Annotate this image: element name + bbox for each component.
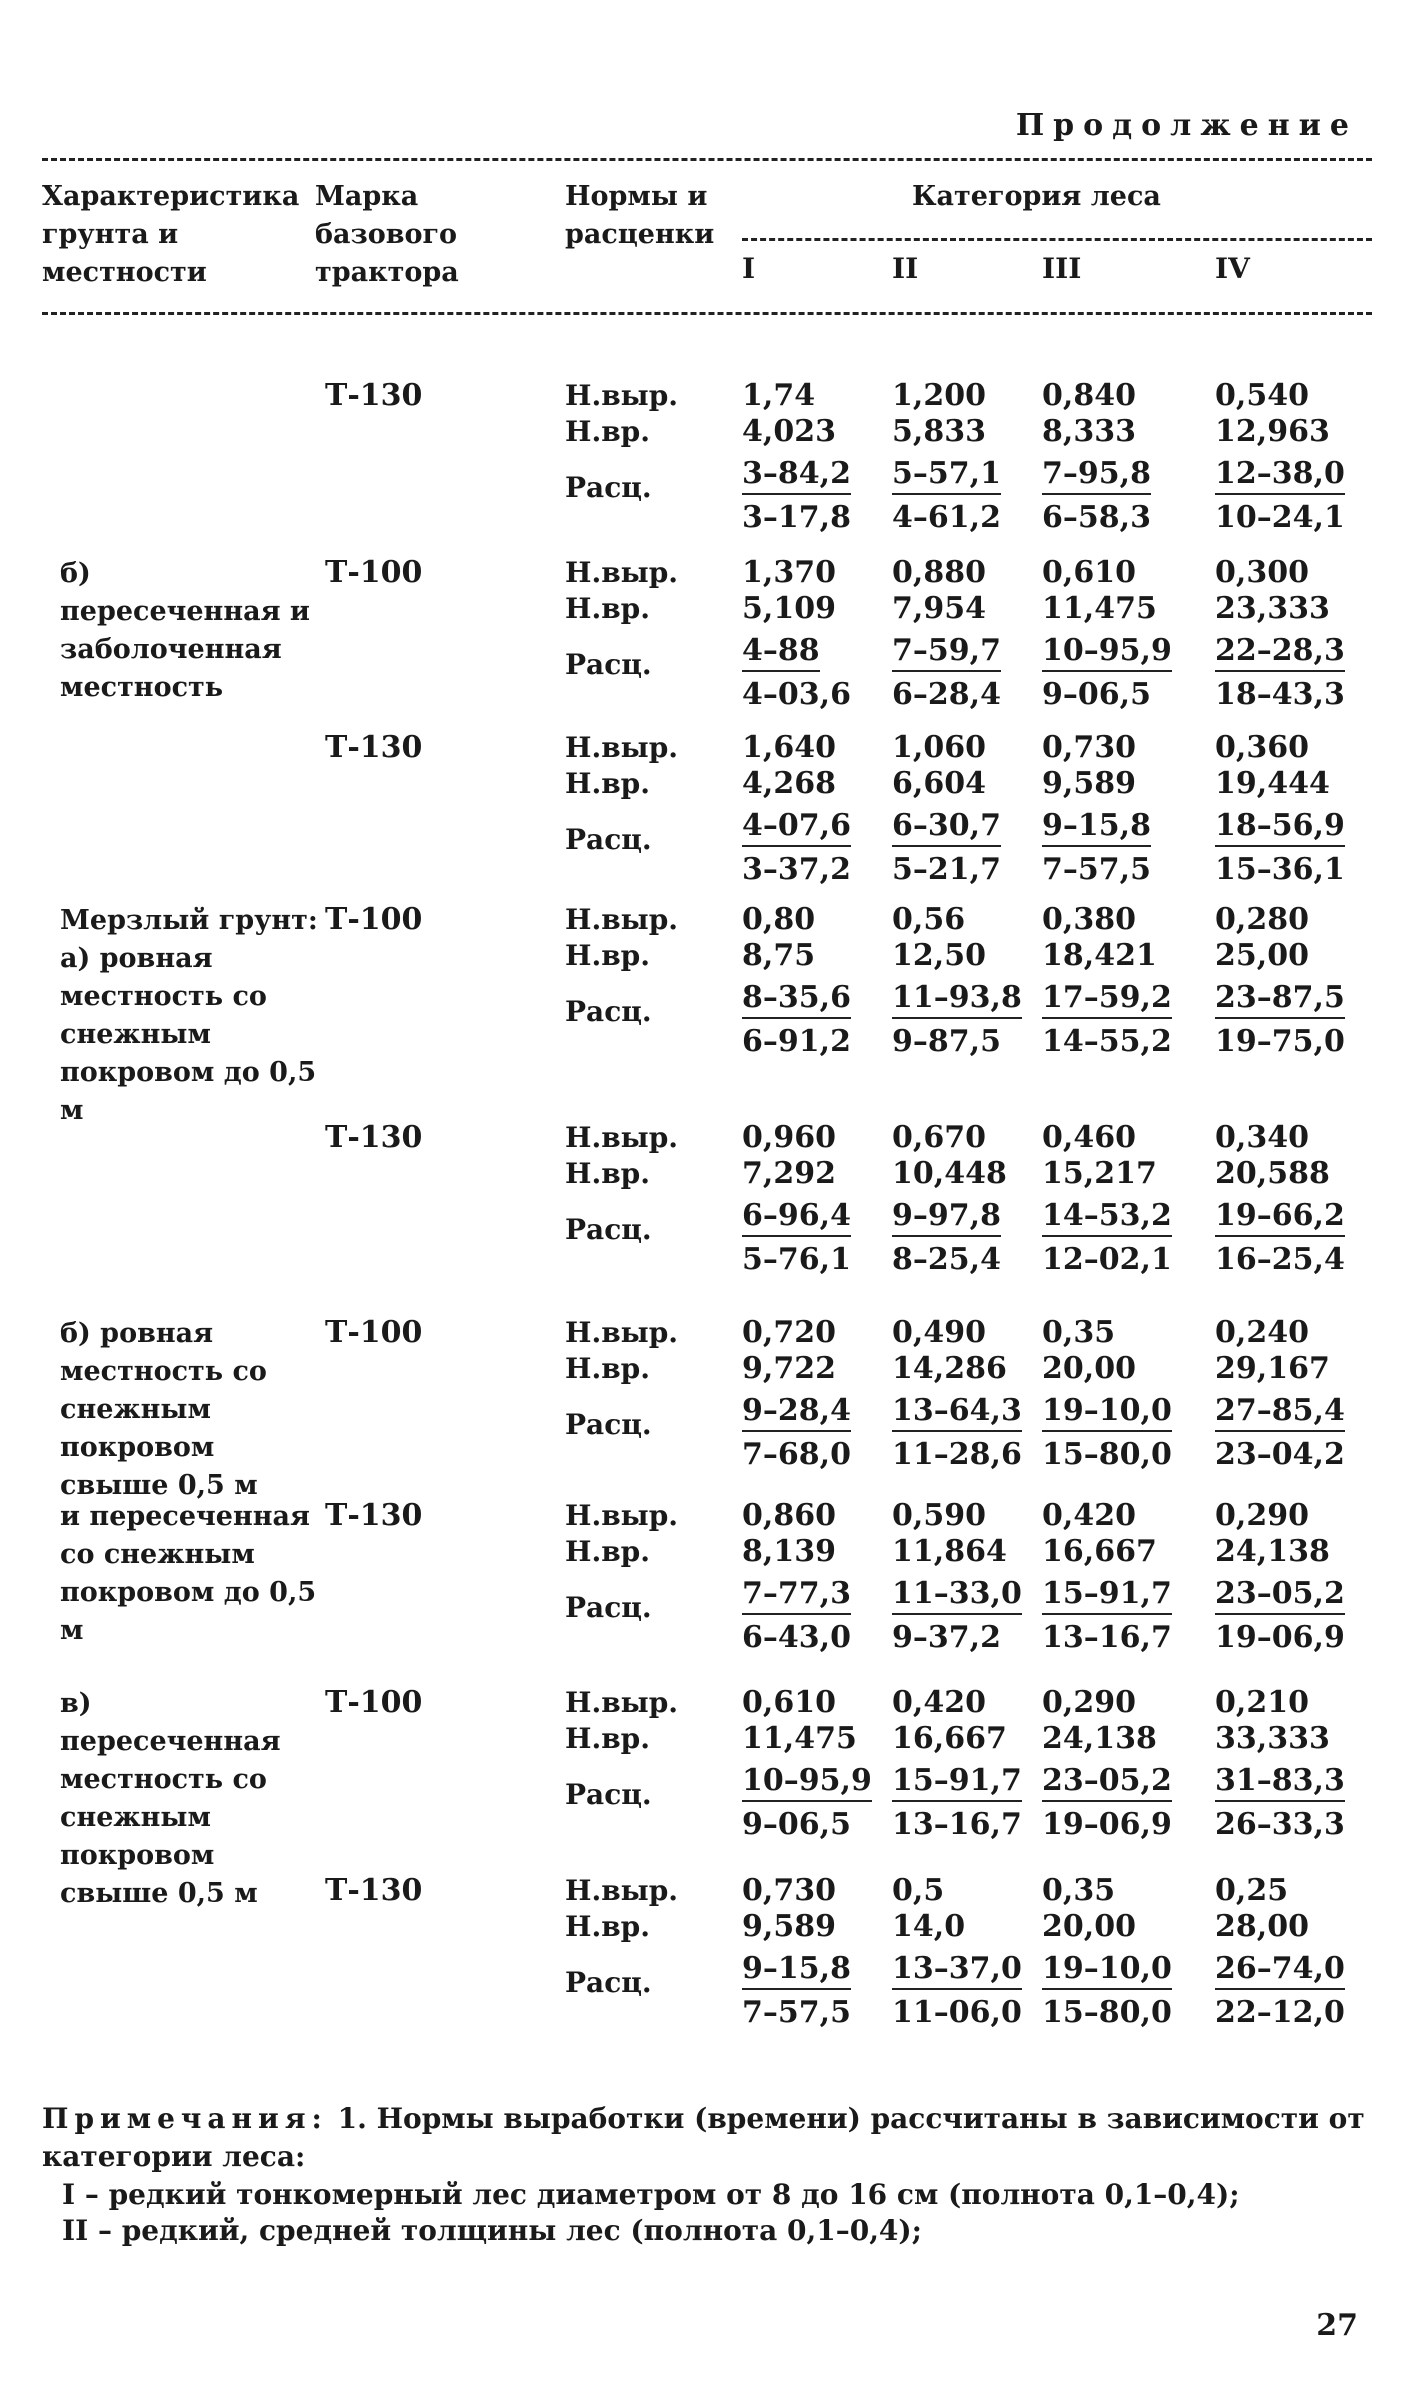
time-norm-value: 5,109: [742, 591, 836, 626]
rate-numerator: 6–96,4: [742, 1198, 851, 1237]
tractor-brand: Т-130: [325, 1120, 423, 1155]
rate-numerator: 23–87,5: [1215, 980, 1345, 1019]
label-time-norm: Н.вр.: [565, 939, 650, 972]
output-norm-value: 0,56: [892, 902, 966, 937]
time-norm-value: 14,286: [892, 1351, 1007, 1386]
time-norm-value: 7,292: [742, 1156, 836, 1191]
rate-denominator: 10–24,1: [1215, 500, 1345, 535]
rate-denominator: 19–06,9: [1042, 1807, 1172, 1842]
output-norm-value: 0,380: [1042, 902, 1136, 937]
rate-denominator: 6–58,3: [1042, 500, 1151, 535]
rate-denominator: 7–57,5: [1042, 852, 1151, 887]
rate-denominator: 16–25,4: [1215, 1242, 1345, 1277]
time-norm-value: 16,667: [892, 1721, 1007, 1756]
rate-denominator: 5–21,7: [892, 852, 1001, 887]
output-norm-value: 0,280: [1215, 902, 1309, 937]
rate-denominator: 15–80,0: [1042, 1437, 1172, 1472]
header-tractor-brand: Марка базового трактора: [315, 181, 459, 288]
tractor-brand: Т-100: [325, 1685, 423, 1720]
time-norm-value: 18,421: [1042, 938, 1157, 973]
time-norm-value: 20,00: [1042, 1909, 1136, 1944]
output-norm-value: 0,420: [892, 1685, 986, 1720]
output-norm-value: 0,35: [1042, 1315, 1116, 1350]
label-rate: Расц.: [565, 1591, 652, 1624]
rate-denominator: 8–25,4: [892, 1242, 1001, 1277]
rate-denominator: 11–06,0: [892, 1995, 1022, 2030]
output-norm-value: 0,210: [1215, 1685, 1309, 1720]
output-norm-value: 1,060: [892, 730, 986, 765]
rate-numerator: 22–28,3: [1215, 633, 1345, 672]
tractor-brand: Т-130: [325, 1498, 423, 1533]
category-3: III: [1042, 252, 1082, 285]
time-norm-value: 23,333: [1215, 591, 1330, 626]
output-norm-value: 1,370: [742, 555, 836, 590]
label-time-norm: Н.вр.: [565, 767, 650, 800]
output-norm-value: 0,460: [1042, 1120, 1136, 1155]
rate-denominator: 19–75,0: [1215, 1024, 1345, 1059]
rate-numerator: 4–07,6: [742, 808, 851, 847]
label-rate: Расц.: [565, 1408, 652, 1441]
label-output-norm: Н.выр.: [565, 379, 679, 412]
time-norm-value: 9,589: [742, 1909, 836, 1944]
output-norm-value: 0,240: [1215, 1315, 1309, 1350]
label-time-norm: Н.вр.: [565, 1910, 650, 1943]
output-norm-value: 0,880: [892, 555, 986, 590]
rate-numerator: 5–57,1: [892, 456, 1001, 495]
label-output-norm: Н.выр.: [565, 1316, 679, 1349]
page-number: 27: [1316, 2308, 1358, 2343]
label-output-norm: Н.выр.: [565, 1121, 679, 1154]
continuation-heading: Продолжение: [1015, 108, 1358, 143]
ground-description: б) ровная местность со снежным покровом свыше 0,5 м: [60, 1318, 267, 1501]
rate-numerator: 10–95,9: [1042, 633, 1172, 672]
time-norm-value: 8,75: [742, 938, 816, 973]
rate-denominator: 12–02,1: [1042, 1242, 1172, 1277]
label-time-norm: Н.вр.: [565, 415, 650, 448]
rate-numerator: 9–97,8: [892, 1198, 1001, 1237]
label-rate: Расц.: [565, 1778, 652, 1811]
output-norm-value: 0,720: [742, 1315, 836, 1350]
rate-numerator: 9–28,4: [742, 1393, 851, 1432]
ground-description: б) пересеченная и заболоченная местность: [60, 558, 310, 703]
rate-numerator: 14–53,2: [1042, 1198, 1172, 1237]
rate-numerator: 7–77,3: [742, 1576, 851, 1615]
label-output-norm: Н.выр.: [565, 1499, 679, 1532]
output-norm-value: 1,74: [742, 378, 816, 413]
rate-denominator: 18–43,3: [1215, 677, 1345, 712]
output-norm-value: 1,640: [742, 730, 836, 765]
label-rate: Расц.: [565, 648, 652, 681]
tractor-brand: Т-100: [325, 902, 423, 937]
output-norm-value: 0,730: [1042, 730, 1136, 765]
time-norm-value: 12,963: [1215, 414, 1330, 449]
time-norm-value: 7,954: [892, 591, 986, 626]
rate-denominator: 14–55,2: [1042, 1024, 1172, 1059]
rate-numerator: 27–85,4: [1215, 1393, 1345, 1432]
notes-line-1: 1. Нормы выработки (времени) рассчитаны в зависимости от категории леса:: [42, 2102, 1365, 2173]
time-norm-value: 20,00: [1042, 1351, 1136, 1386]
output-norm-value: 0,670: [892, 1120, 986, 1155]
label-rate: Расц.: [565, 995, 652, 1028]
label-time-norm: Н.вр.: [565, 1352, 650, 1385]
notes-line-2: I – редкий тонкомерный лес диаметром от 8 до 16 см (полнота 0,1–0,4);: [62, 2178, 1240, 2211]
rate-numerator: 31–83,3: [1215, 1763, 1345, 1802]
output-norm-value: 0,35: [1042, 1873, 1116, 1908]
rate-denominator: 13–16,7: [892, 1807, 1022, 1842]
rate-denominator: 11–28,6: [892, 1437, 1022, 1472]
output-norm-value: 0,490: [892, 1315, 986, 1350]
output-norm-value: 0,290: [1215, 1498, 1309, 1533]
time-norm-value: 5,833: [892, 414, 986, 449]
time-norm-value: 33,333: [1215, 1721, 1330, 1756]
rate-numerator: 12–38,0: [1215, 456, 1345, 495]
rate-numerator: 13–64,3: [892, 1393, 1022, 1432]
time-norm-value: 24,138: [1215, 1534, 1330, 1569]
rate-numerator: 9–15,8: [1042, 808, 1151, 847]
label-rate: Расц.: [565, 1966, 652, 1999]
output-norm-value: 0,300: [1215, 555, 1309, 590]
top-rule: [42, 158, 1372, 161]
time-norm-value: 16,667: [1042, 1534, 1157, 1569]
output-norm-value: 0,960: [742, 1120, 836, 1155]
header-forest-category: Категория леса: [912, 181, 1161, 212]
category-1: I: [742, 252, 756, 285]
time-norm-value: 11,475: [742, 1721, 857, 1756]
rate-denominator: 9–87,5: [892, 1024, 1001, 1059]
rate-numerator: 23–05,2: [1042, 1763, 1172, 1802]
tractor-brand: Т-130: [325, 1873, 423, 1908]
time-norm-value: 14,0: [892, 1909, 966, 1944]
label-output-norm: Н.выр.: [565, 1874, 679, 1907]
time-norm-value: 29,167: [1215, 1351, 1330, 1386]
rate-numerator: 10–95,9: [742, 1763, 872, 1802]
time-norm-value: 8,333: [1042, 414, 1136, 449]
time-norm-value: 9,722: [742, 1351, 836, 1386]
header-rule: [42, 312, 1372, 315]
category-4: IV: [1215, 252, 1250, 285]
output-norm-value: 0,420: [1042, 1498, 1136, 1533]
tractor-brand: Т-100: [325, 1315, 423, 1350]
label-time-norm: Н.вр.: [565, 1535, 650, 1568]
time-norm-value: 11,475: [1042, 591, 1157, 626]
rate-denominator: 15–80,0: [1042, 1995, 1172, 2030]
output-norm-value: 0,80: [742, 902, 816, 937]
rate-denominator: 5–76,1: [742, 1242, 851, 1277]
time-norm-value: 12,50: [892, 938, 986, 973]
rate-numerator: 23–05,2: [1215, 1576, 1345, 1615]
label-output-norm: Н.выр.: [565, 731, 679, 764]
rate-numerator: 19–10,0: [1042, 1951, 1172, 1990]
rate-denominator: 3–17,8: [742, 500, 851, 535]
rate-denominator: 22–12,0: [1215, 1995, 1345, 2030]
header-ground-characteristic: Характеристика грунта и местности: [42, 181, 300, 288]
time-norm-value: 19,444: [1215, 766, 1330, 801]
header-norms: Нормы и расценки: [565, 181, 715, 250]
time-norm-value: 4,268: [742, 766, 836, 801]
rate-numerator: 19–66,2: [1215, 1198, 1345, 1237]
rate-numerator: 7–59,7: [892, 633, 1001, 672]
rate-numerator: 9–15,8: [742, 1951, 851, 1990]
rate-denominator: 6–28,4: [892, 677, 1001, 712]
time-norm-value: 9,589: [1042, 766, 1136, 801]
output-norm-value: 0,860: [742, 1498, 836, 1533]
label-output-norm: Н.выр.: [565, 903, 679, 936]
rate-numerator: 8–35,6: [742, 980, 851, 1019]
tractor-brand: Т-130: [325, 730, 423, 765]
rate-numerator: 17–59,2: [1042, 980, 1172, 1019]
rate-numerator: 18–56,9: [1215, 808, 1345, 847]
label-rate: Расц.: [565, 823, 652, 856]
time-norm-value: 6,604: [892, 766, 986, 801]
output-norm-value: 0,730: [742, 1873, 836, 1908]
time-norm-value: 10,448: [892, 1156, 1007, 1191]
output-norm-value: 0,610: [1042, 555, 1136, 590]
label-rate: Расц.: [565, 1213, 652, 1246]
tractor-brand: Т-100: [325, 555, 423, 590]
time-norm-value: 8,139: [742, 1534, 836, 1569]
rate-numerator: 11–33,0: [892, 1576, 1022, 1615]
category-rule: [742, 238, 1372, 241]
rate-denominator: 19–06,9: [1215, 1620, 1345, 1655]
category-2: II: [892, 252, 919, 285]
output-norm-value: 0,360: [1215, 730, 1309, 765]
output-norm-value: 0,5: [892, 1873, 945, 1908]
rate-denominator: 9–37,2: [892, 1620, 1001, 1655]
output-norm-value: 0,840: [1042, 378, 1136, 413]
output-norm-value: 0,340: [1215, 1120, 1309, 1155]
rate-denominator: 13–16,7: [1042, 1620, 1172, 1655]
rate-denominator: 4–61,2: [892, 500, 1001, 535]
rate-numerator: 15–91,7: [892, 1763, 1022, 1802]
label-time-norm: Н.вр.: [565, 592, 650, 625]
notes: [42, 2100, 1372, 2176]
rate-denominator: 26–33,3: [1215, 1807, 1345, 1842]
output-norm-value: 0,540: [1215, 378, 1309, 413]
time-norm-value: 25,00: [1215, 938, 1309, 973]
notes-line-3: II – редкий, средней толщины лес (полнота 0,1–0,4);: [62, 2214, 923, 2247]
ground-description: Мерзлый грунт: а) ровная местность со снежным покровом до 0,5 м: [60, 905, 318, 1126]
rate-denominator: 3–37,2: [742, 852, 851, 887]
rate-denominator: 7–57,5: [742, 1995, 851, 2030]
output-norm-value: 0,610: [742, 1685, 836, 1720]
ground-description: в) пересеченная местность со снежным покровом свыше 0,5 м: [60, 1688, 281, 1909]
label-time-norm: Н.вр.: [565, 1722, 650, 1755]
rate-denominator: 7–68,0: [742, 1437, 851, 1472]
output-norm-value: 0,25: [1215, 1873, 1289, 1908]
time-norm-value: 28,00: [1215, 1909, 1309, 1944]
rate-numerator: 6–30,7: [892, 808, 1001, 847]
rate-numerator: 3–84,2: [742, 456, 851, 495]
rate-numerator: 15–91,7: [1042, 1576, 1172, 1615]
rate-denominator: 6–43,0: [742, 1620, 851, 1655]
rate-denominator: 9–06,5: [742, 1807, 851, 1842]
rate-denominator: 4–03,6: [742, 677, 851, 712]
rate-denominator: 9–06,5: [1042, 677, 1151, 712]
label-output-norm: Н.выр.: [565, 1686, 679, 1719]
output-norm-value: 0,590: [892, 1498, 986, 1533]
rate-numerator: 19–10,0: [1042, 1393, 1172, 1432]
ground-description: и пересеченная со снежным покровом до 0,5 м: [60, 1501, 317, 1646]
notes-lead: Примечания:: [42, 2102, 328, 2135]
rate-numerator: 13–37,0: [892, 1951, 1022, 1990]
time-norm-value: 4,023: [742, 414, 836, 449]
rate-denominator: 6–91,2: [742, 1024, 851, 1059]
label-output-norm: Н.выр.: [565, 556, 679, 589]
time-norm-value: 20,588: [1215, 1156, 1330, 1191]
rate-numerator: 4–88: [742, 633, 820, 672]
tractor-brand: Т-130: [325, 378, 423, 413]
label-time-norm: Н.вр.: [565, 1157, 650, 1190]
time-norm-value: 24,138: [1042, 1721, 1157, 1756]
output-norm-value: 0,290: [1042, 1685, 1136, 1720]
rate-denominator: 23–04,2: [1215, 1437, 1345, 1472]
time-norm-value: 15,217: [1042, 1156, 1157, 1191]
rate-numerator: 26–74,0: [1215, 1951, 1345, 1990]
rate-numerator: 11–93,8: [892, 980, 1022, 1019]
time-norm-value: 11,864: [892, 1534, 1007, 1569]
rate-denominator: 15–36,1: [1215, 852, 1345, 887]
rate-numerator: 7–95,8: [1042, 456, 1151, 495]
label-rate: Расц.: [565, 471, 652, 504]
output-norm-value: 1,200: [892, 378, 986, 413]
